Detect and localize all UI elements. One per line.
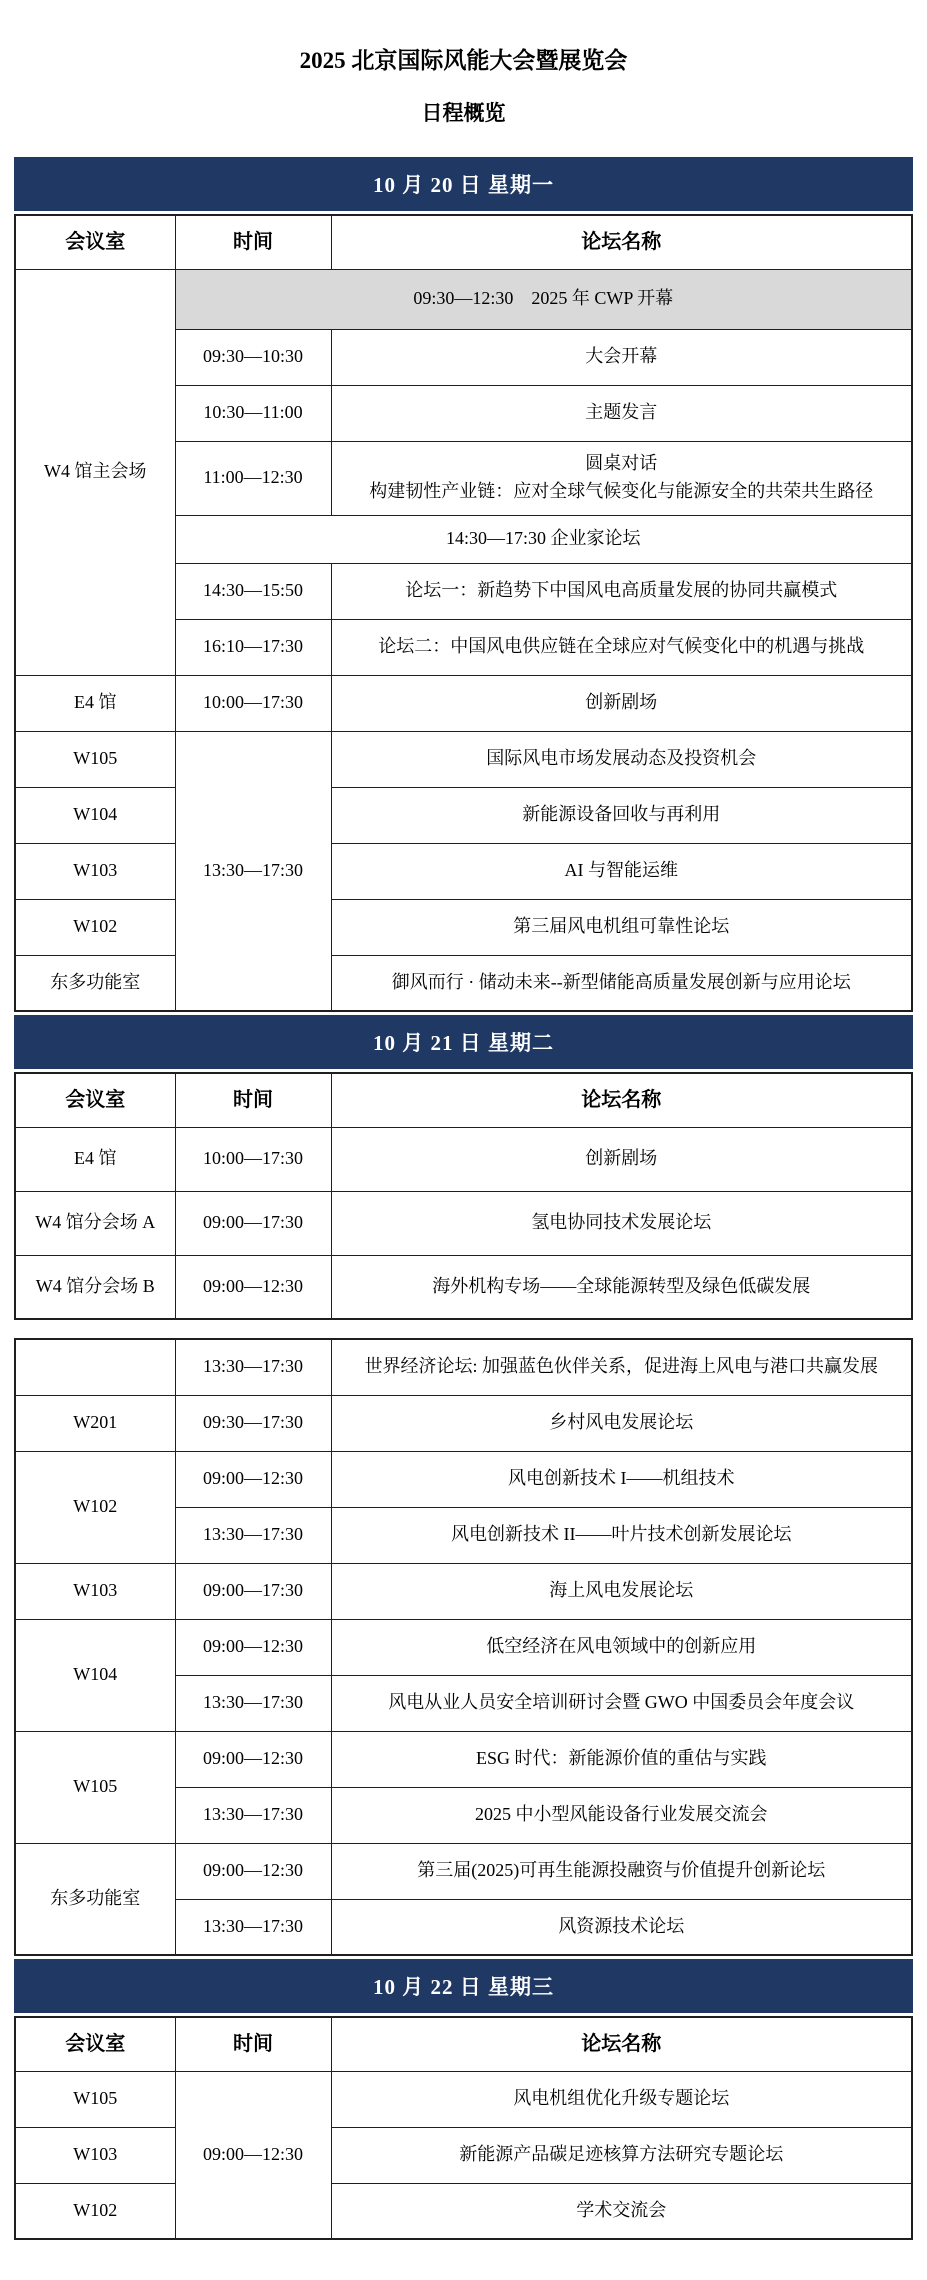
room-cell: E4 馆: [15, 1127, 175, 1191]
table-row: [15, 1255, 912, 1319]
forum-cell: 低空经济在风电领域中的创新应用: [331, 1619, 912, 1675]
room-cell: W102: [15, 899, 175, 955]
forum-cell: 乡村风电发展论坛: [331, 1395, 912, 1451]
time-cell: 09:00—12:30: [175, 1843, 331, 1899]
room-column-header: 会议室: [15, 2017, 175, 2071]
forum-cell: 风电创新技术 II——叶片技术创新发展论坛: [331, 1507, 912, 1563]
day-table-block: [14, 1015, 913, 1320]
forum-cell: 主题发言: [331, 385, 912, 441]
room-cell: W103: [15, 843, 175, 899]
page-title: 2025 北京国际风能大会暨展览会: [299, 48, 628, 73]
time-cell: 16:10—17:30: [175, 619, 331, 675]
time-cell: 13:30—17:30: [175, 731, 331, 1011]
day-table-block: [14, 1338, 913, 1956]
forum-column-header: 论坛名称: [331, 1073, 912, 1127]
day-table-block: [14, 1959, 913, 2240]
forum-cell: 国际风电市场发展动态及投资机会: [331, 731, 912, 787]
table-row: [15, 787, 912, 843]
schedule-table: [14, 1338, 913, 1956]
forum-cell: 风资源技术论坛: [331, 1899, 912, 1955]
time-cell: 09:00—17:30: [175, 1191, 331, 1255]
forum-cell: 创新剧场: [331, 1127, 912, 1191]
room-cell: [15, 1339, 175, 1395]
forum-cell: 2025 中小型风能设备行业发展交流会: [331, 1787, 912, 1843]
table-row: [15, 1339, 912, 1395]
room-cell: W102: [15, 2183, 175, 2239]
forum-cell: 大会开幕: [331, 329, 912, 385]
forum-cell: 第三届(2025)可再生能源投融资与价值提升创新论坛: [331, 1843, 912, 1899]
schedule-table: [14, 2016, 913, 2240]
time-cell: 09:30—17:30: [175, 1395, 331, 1451]
forum-column-header: 论坛名称: [331, 2017, 912, 2071]
table-row: [15, 1731, 912, 1787]
page-subtitle: 日程概览: [421, 101, 506, 125]
room-column-header: 会议室: [15, 1073, 175, 1127]
room-cell: 东多功能室: [15, 1843, 175, 1955]
schedule-table: [14, 214, 913, 1012]
forum-cell: 风电从业人员安全培训研讨会暨 GWO 中国委员会年度会议: [331, 1675, 912, 1731]
room-cell: W102: [15, 1451, 175, 1563]
forum-cell: 圆桌对话 构建韧性产业链：应对全球气候变化与能源安全的共荣共生路径: [331, 441, 912, 515]
table-row: [15, 1395, 912, 1451]
merged-session-cell: 14:30—17:30 企业家论坛: [175, 515, 912, 563]
time-column-header: 时间: [175, 1073, 331, 1127]
merged-session-cell: 09:30—12:30 2025 年 CWP 开幕: [175, 269, 912, 329]
schedule-tables: [14, 157, 913, 2240]
room-cell: W103: [15, 1563, 175, 1619]
table-row: [15, 843, 912, 899]
room-cell: W105: [15, 731, 175, 787]
room-column-header: 会议室: [15, 215, 175, 269]
table-row: [15, 1619, 912, 1675]
time-cell: 09:00—12:30: [175, 1731, 331, 1787]
column-header-row: [15, 2017, 912, 2071]
forum-cell: 新能源产品碳足迹核算方法研究专题论坛: [331, 2127, 912, 2183]
forum-cell: 新能源设备回收与再利用: [331, 787, 912, 843]
table-row: [15, 1451, 912, 1507]
table-row: [15, 2127, 912, 2183]
room-cell: 东多功能室: [15, 955, 175, 1011]
forum-cell: AI 与智能运维: [331, 843, 912, 899]
room-cell: W4 馆分会场 B: [15, 1255, 175, 1319]
room-cell: W104: [15, 787, 175, 843]
room-cell: W4 馆分会场 A: [15, 1191, 175, 1255]
day-banner: 10 月 22 日 星期三: [14, 1959, 913, 2013]
time-cell: 11:00—12:30: [175, 441, 331, 515]
table-row: [15, 731, 912, 787]
day-table-block: [14, 157, 913, 1012]
forum-column-header: 论坛名称: [331, 215, 912, 269]
forum-cell: 氢电协同技术发展论坛: [331, 1191, 912, 1255]
forum-cell: 创新剧场: [331, 675, 912, 731]
forum-cell: 第三届风电机组可靠性论坛: [331, 899, 912, 955]
column-header-row: [15, 215, 912, 269]
time-cell: 13:30—17:30: [175, 1675, 331, 1731]
schedule-table: [14, 1072, 913, 1320]
forum-cell: 学术交流会: [331, 2183, 912, 2239]
time-column-header: 时间: [175, 215, 331, 269]
time-cell: 13:30—17:30: [175, 1339, 331, 1395]
forum-cell: 风电创新技术 I——机组技术: [331, 1451, 912, 1507]
room-cell: W4 馆主会场: [15, 269, 175, 675]
column-header-row: [15, 1073, 912, 1127]
room-cell: W105: [15, 2071, 175, 2127]
time-cell: 13:30—17:30: [175, 1899, 331, 1955]
time-cell: 14:30—15:50: [175, 563, 331, 619]
table-row: [15, 2071, 912, 2127]
time-column-header: 时间: [175, 2017, 331, 2071]
time-cell: 09:00—12:30: [175, 1451, 331, 1507]
table-row: [15, 1127, 912, 1191]
day-banner: 10 月 20 日 星期一: [14, 157, 913, 211]
time-cell: 13:30—17:30: [175, 1787, 331, 1843]
day-banner: 10 月 21 日 星期二: [14, 1015, 913, 1069]
room-cell: E4 馆: [15, 675, 175, 731]
room-cell: W103: [15, 2127, 175, 2183]
time-cell: 10:00—17:30: [175, 675, 331, 731]
time-cell: 13:30—17:30: [175, 1507, 331, 1563]
forum-cell: 海外机构专场——全球能源转型及绿色低碳发展: [331, 1255, 912, 1319]
table-row: [15, 1191, 912, 1255]
room-cell: W104: [15, 1619, 175, 1731]
table-row: [15, 1563, 912, 1619]
table-row: [15, 675, 912, 731]
time-cell: 09:00—12:30: [175, 2071, 331, 2239]
forum-cell: ESG 时代：新能源价值的重估与实践: [331, 1731, 912, 1787]
time-cell: 09:00—12:30: [175, 1619, 331, 1675]
table-row: [15, 2183, 912, 2239]
document-title-block: [14, 42, 913, 127]
forum-cell: 海上风电发展论坛: [331, 1563, 912, 1619]
time-cell: 09:30—10:30: [175, 329, 331, 385]
table-row: [15, 1843, 912, 1899]
forum-cell: 世界经济论坛: 加强蓝色伙伴关系，促进海上风电与港口共赢发展: [331, 1339, 912, 1395]
room-cell: W201: [15, 1395, 175, 1451]
forum-cell: 御风而行 · 储动未来--新型储能高质量发展创新与应用论坛: [331, 955, 912, 1011]
forum-cell: 论坛二：中国风电供应链在全球应对气候变化中的机遇与挑战: [331, 619, 912, 675]
time-cell: 10:30—11:00: [175, 385, 331, 441]
table-row: [15, 269, 912, 329]
time-cell: 09:00—17:30: [175, 1563, 331, 1619]
time-cell: 09:00—12:30: [175, 1255, 331, 1319]
table-row: [15, 899, 912, 955]
time-cell: 10:00—17:30: [175, 1127, 331, 1191]
forum-cell: 风电机组优化升级专题论坛: [331, 2071, 912, 2127]
room-cell: W105: [15, 1731, 175, 1843]
forum-cell: 论坛一：新趋势下中国风电高质量发展的协同共赢模式: [331, 563, 912, 619]
table-row: [15, 955, 912, 1011]
